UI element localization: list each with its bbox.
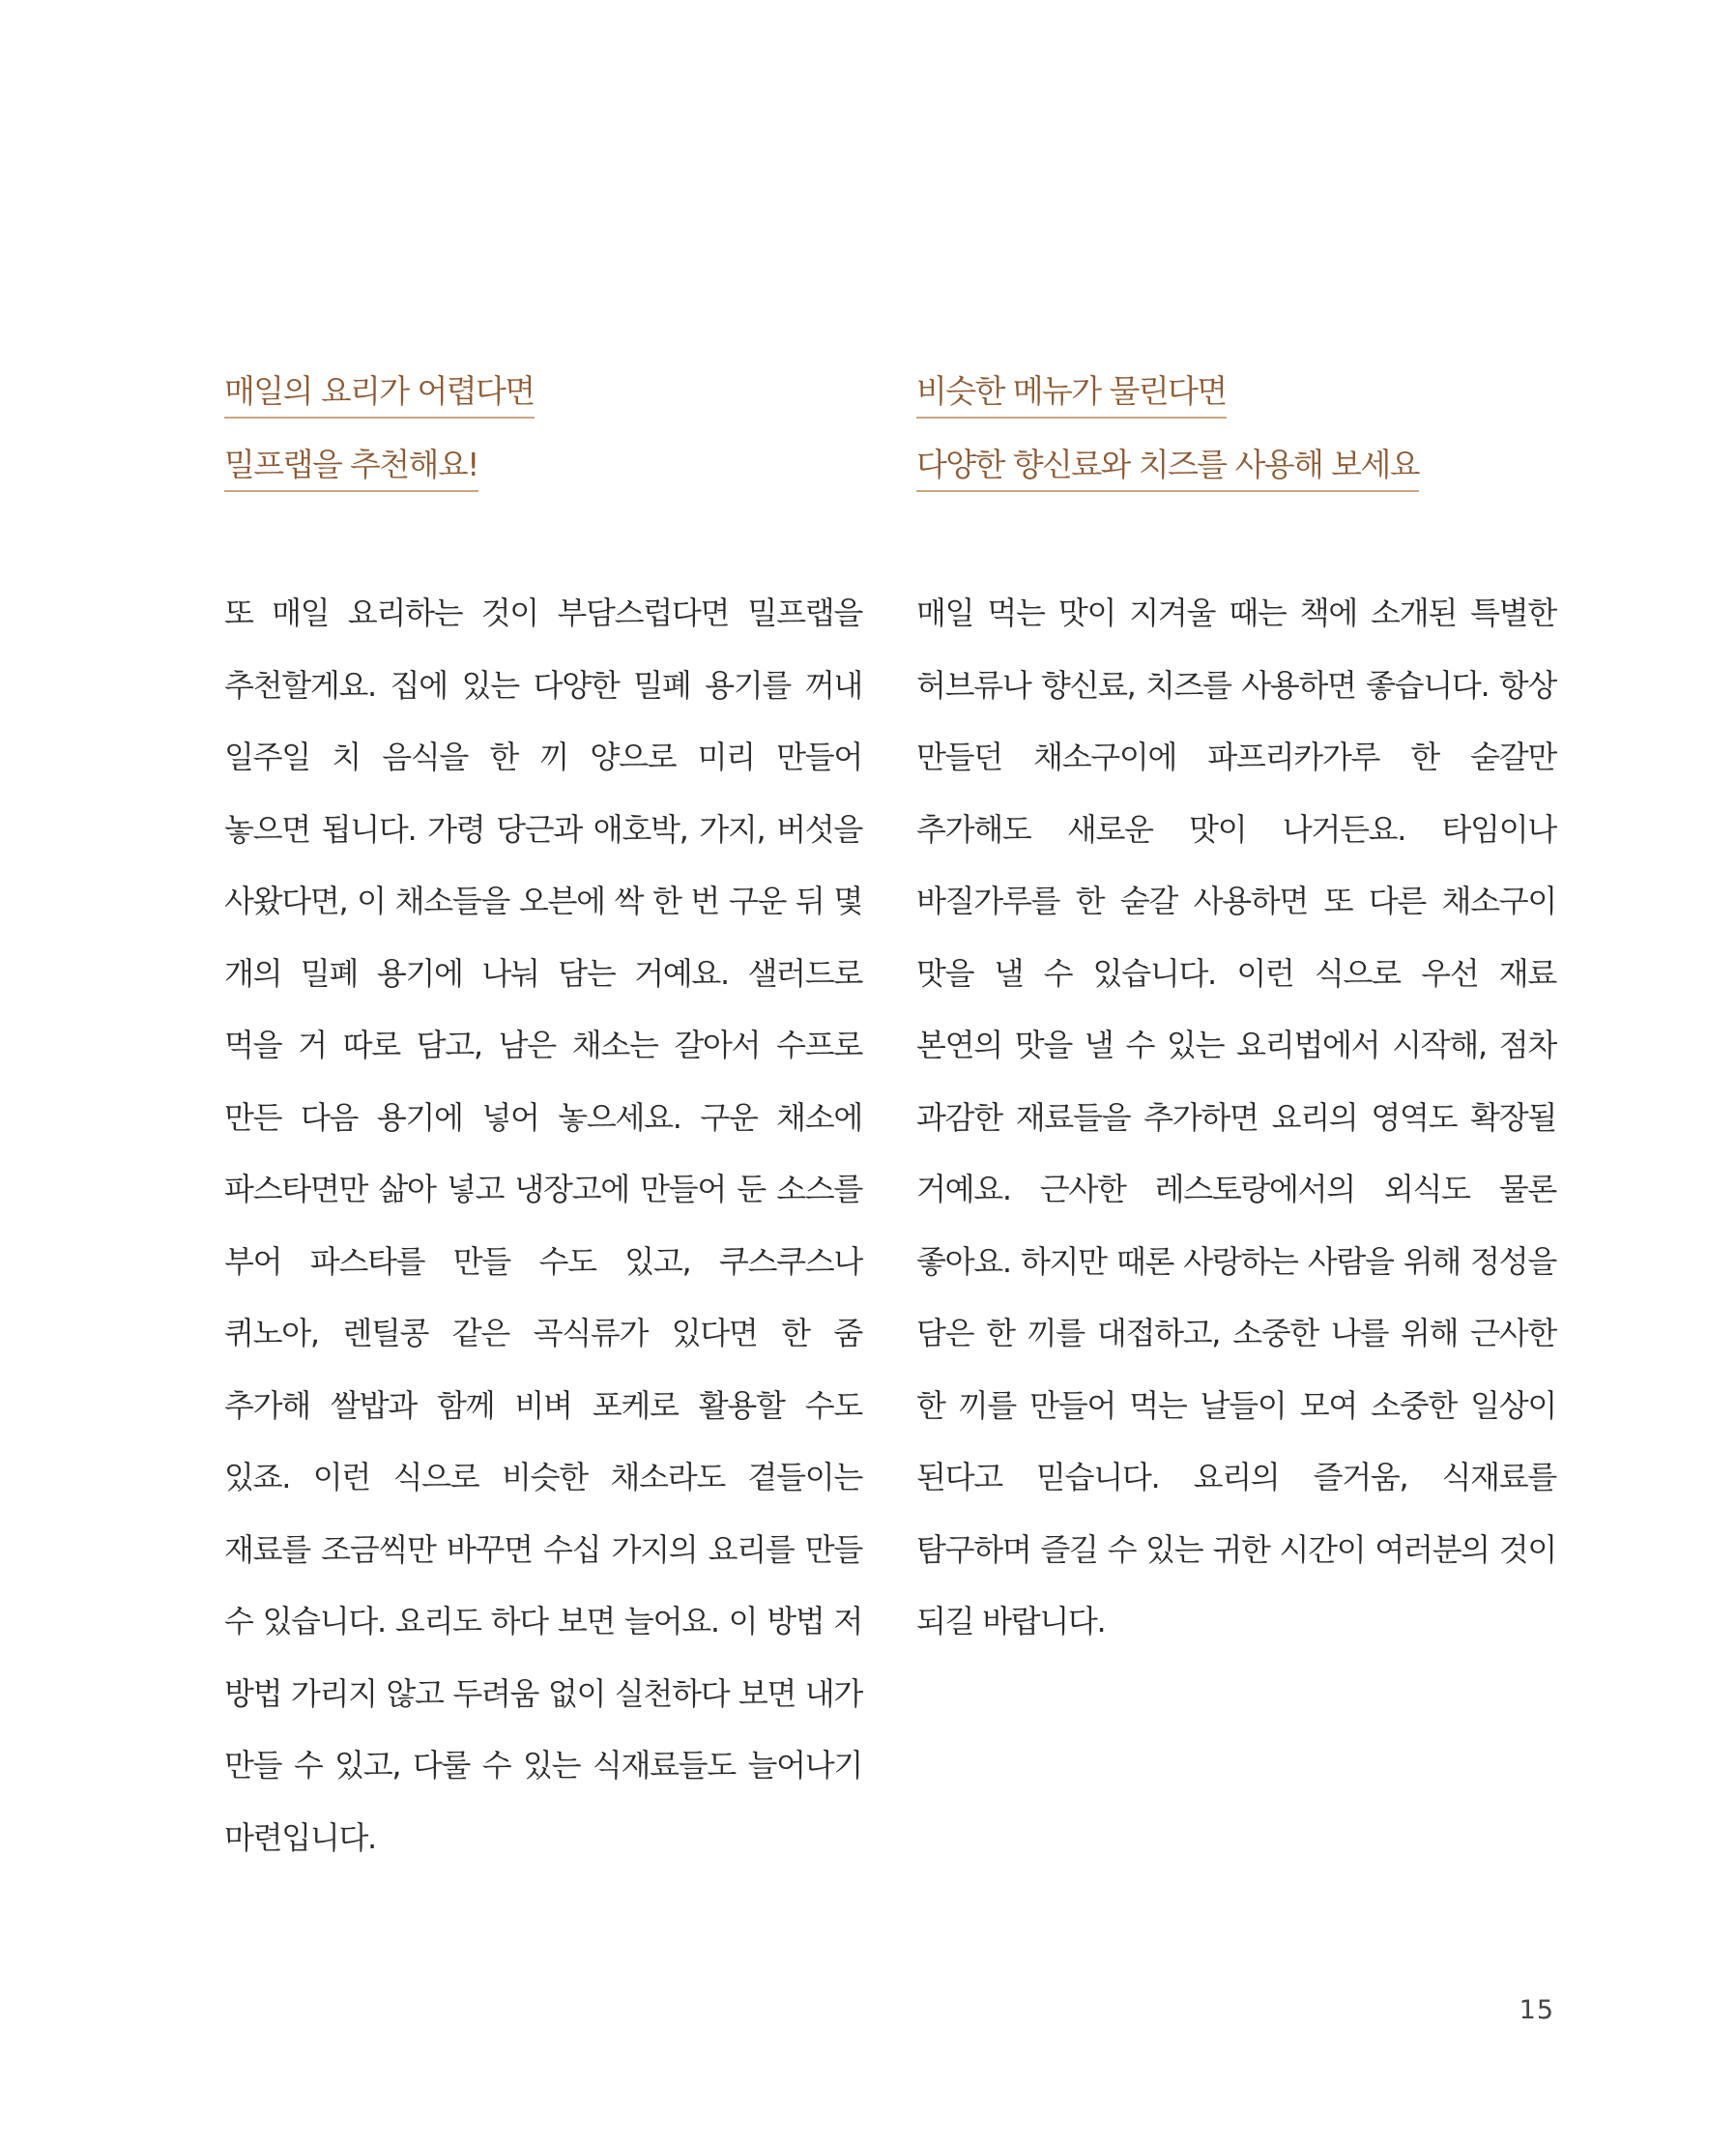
left-heading-line-1: 매일의 요리가 어렵다면 xyxy=(224,369,535,419)
page-number: 15 xyxy=(1519,1995,1554,2025)
left-column xyxy=(224,369,862,1873)
right-heading-line-2: 다양한 향신료와 치즈를 사용해 보세요 xyxy=(916,443,1419,492)
right-column xyxy=(916,369,1556,1658)
left-heading-line-2: 밀프랩을 추천해요! xyxy=(224,443,478,492)
right-body-paragraph: 매일 먹는 맛이 지겨울 때는 책에 소개된 특별한 허브류나 향신료, 치즈를 사용하면 좋습니다. 항상 만들던 채소구이에 파프리카가루 한 숟갈만 추가해도 새로운 맛이 나거든요. 타임이나 바질가루를 한 숟갈 사용하면 또 다른 채소구이 맛을 낼 수 있습니다. 이런 식으로 우선 재료 본연의 맛을 낼 수 있는 요리법에서 시작해, 점차 과감한 재료들을 추가하면 요리의 영역도 확장될 거예요. 근사한 레스토랑에서의 외식도 물론 좋아요. 하지만 때론 사랑하는 사람을 위해 정성을 담은 한 끼를 대접하고, 소중한 나를 위해 근사한 한 끼를 만들어 먹는 날들이 모여 소중한 일상이 된다고 믿습니다. 요리의 즐거움, 식재료를 탐구하며 즐길 수 있는 귀한 시간이 여러분의 것이 되길 바랍니다. xyxy=(916,595,1556,1639)
left-body-paragraph: 또 매일 요리하는 것이 부담스럽다면 밀프랩을 추천할게요. 집에 있는 다양한 밀폐 용기를 꺼내 일주일 치 음식을 한 끼 양으로 미리 만들어 놓으면 됩니다. 가령 당근과 애호박, 가지, 버섯을 사왔다면, 이 채소들을 오븐에 싹 한 번 구운 뒤 몇 개의 밀폐 용기에 나눠 담는 거예요. 샐러드로 먹을 거 따로 담고, 남은 채소는 갈아서 수프로 만든 다음 용기에 넣어 놓으세요. 구운 채소에 파스타면만 삶아 넣고 냉장고에 만들어 둔 소스를 부어 파스타를 만들 수도 있고, 쿠스쿠스나 퀴노아, 렌틸콩 같은 곡식류가 있다면 한 줌 추가해 쌀밥과 함께 비벼 포케로 활용할 수도 있죠. 이런 식으로 비슷한 채소라도 곁들이는 재료를 조금씩만 바꾸면 수십 가지의 요리를 만들 수 있습니다. 요리도 하다 보면 늘어요. 이 방법 저 방법 가리지 않고 두려움 없이 실천하다 보면 내가 만들 수 있고, 다룰 수 있는 식재료들도 늘어나기 마련입니다. xyxy=(224,595,862,1856)
right-heading-line-1: 비슷한 메뉴가 물린다면 xyxy=(916,369,1227,419)
right-section-heading xyxy=(916,369,1556,492)
left-section-heading xyxy=(224,369,862,492)
